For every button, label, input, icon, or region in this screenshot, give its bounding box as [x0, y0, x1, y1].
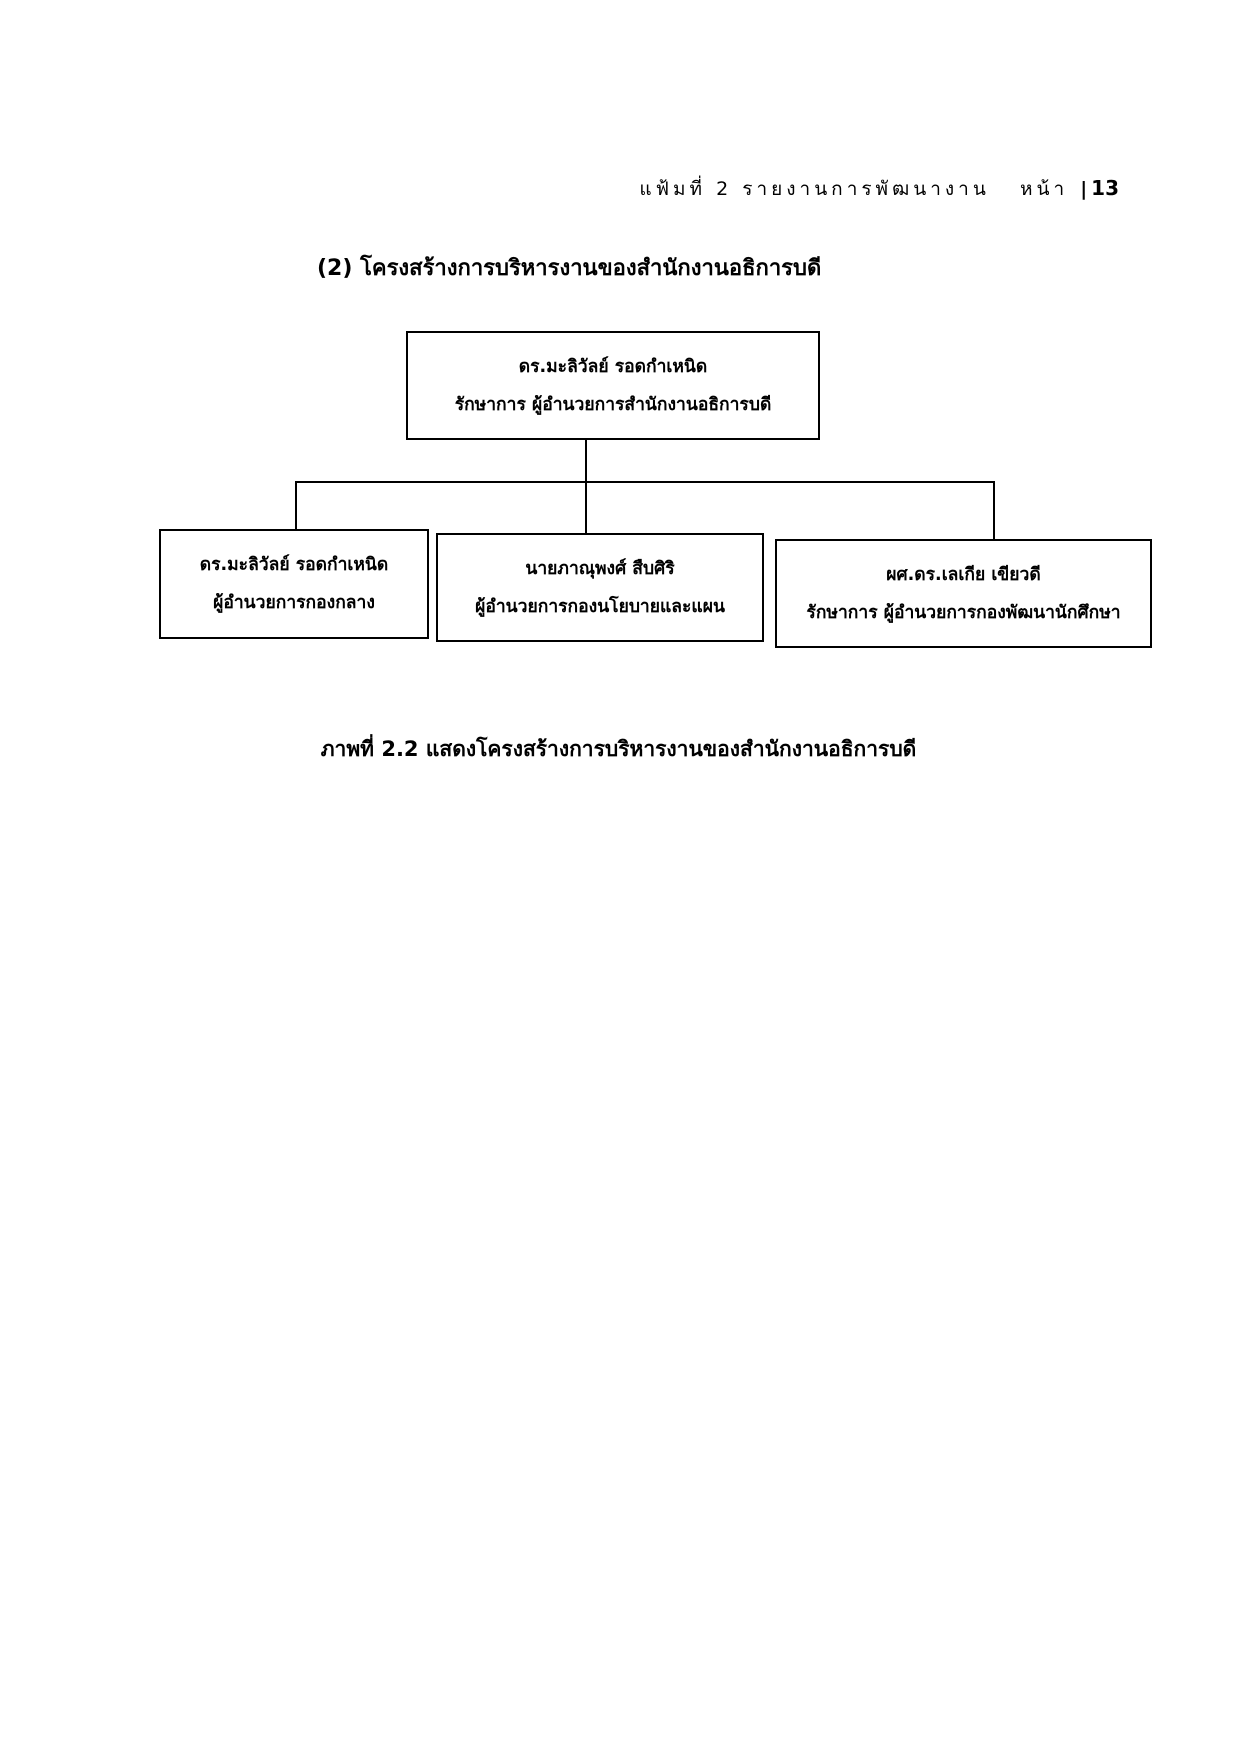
- header-page-label: หน้า: [1019, 178, 1069, 200]
- director-position: รักษาการ ผู้อำนวยการสำนักงานอธิการบดี: [454, 394, 772, 415]
- org-box-central-division: [159, 529, 429, 639]
- org-box-policy-planning-division: [436, 533, 764, 642]
- connector-right-drop: [993, 483, 995, 540]
- policy-division-head-position: ผู้อำนวยการกองนโยบายและแผน: [475, 596, 725, 617]
- student-division-head-name: ผศ.ดร.เลเกีย เขียวดี: [886, 564, 1041, 585]
- central-division-head-position: ผู้อำนวยการกองกลาง: [213, 593, 375, 613]
- director-name: ดร.มะลิวัลย์ รอดกำเหนิด: [518, 356, 708, 377]
- header-title: แฟ้มที่ 2 รายงานการพัฒนางาน: [639, 178, 990, 200]
- page-header: [639, 174, 1119, 204]
- page-number: 13: [1091, 176, 1119, 200]
- student-division-head-position: รักษาการ ผู้อำนวยการกองพัฒนานักศึกษา: [806, 602, 1121, 623]
- connector-horizontal-bar: [295, 481, 995, 483]
- connector-mid-drop: [585, 483, 587, 534]
- figure-caption: ภาพที่ 2.2 แสดงโครงสร้างการบริหารงานของสำนักงานอธิการบดี: [320, 737, 917, 761]
- central-division-head-name: ดร.มะลิวัลย์ รอดกำเหนิด: [199, 555, 389, 575]
- org-box-student-development-division: [775, 539, 1152, 648]
- header-separator: |: [1080, 178, 1088, 200]
- section-heading: (2) โครงสร้างการบริหารงานของสำนักงานอธิการบดี: [317, 256, 822, 281]
- org-box-director: [406, 331, 820, 440]
- connector-top-trunk: [585, 440, 587, 485]
- policy-division-head-name: นายภาณุพงศ์ สืบศิริ: [525, 558, 675, 579]
- connector-left-drop: [295, 481, 297, 530]
